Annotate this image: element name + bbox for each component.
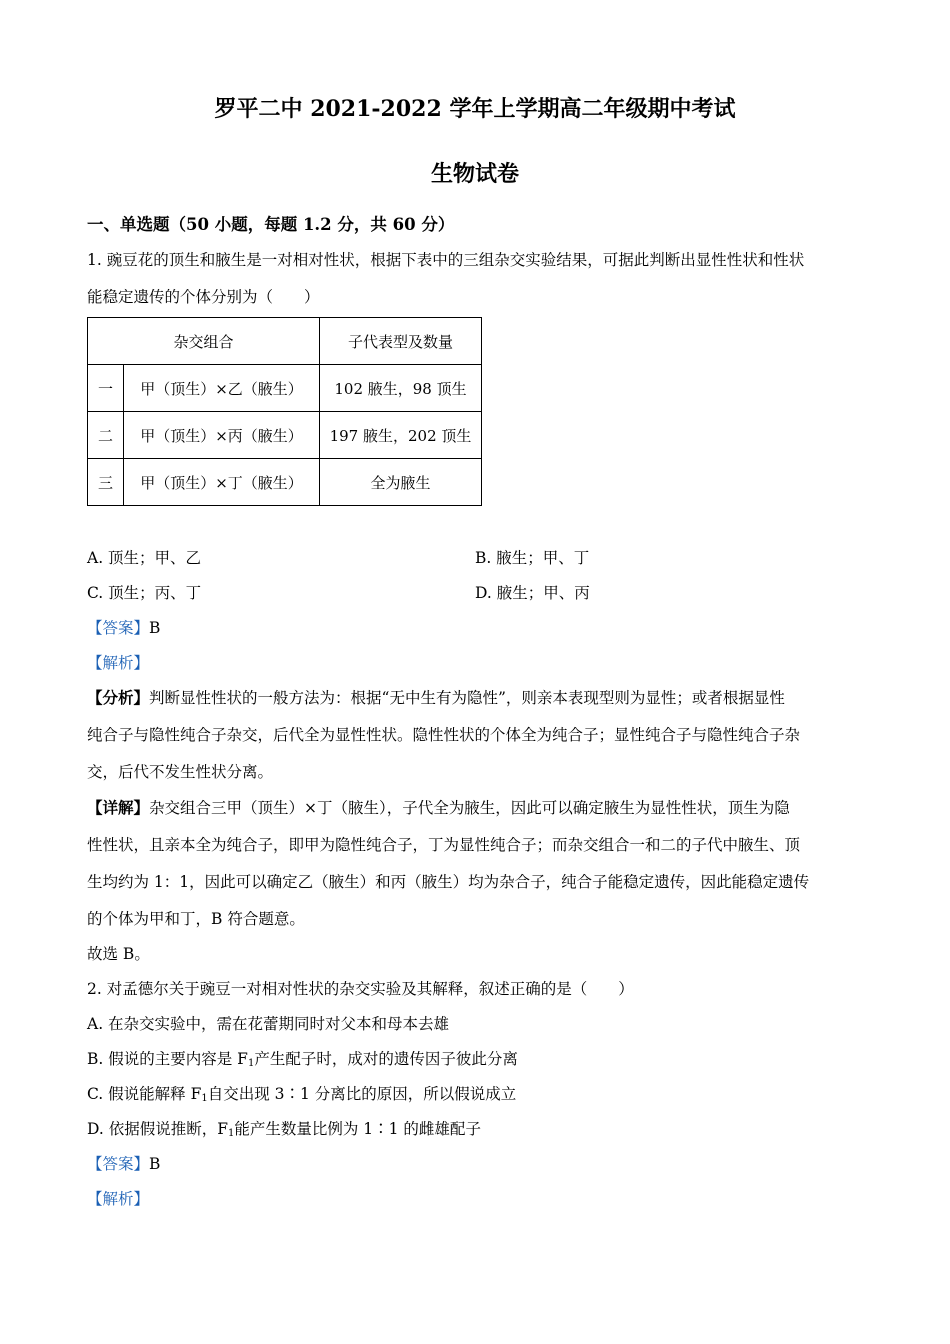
q1-option-b: B. 腋生；甲、丁 bbox=[475, 549, 590, 567]
q1-xiangjie-line3: 生均约为 1：1，因此可以确定乙（腋生）和丙（腋生）均为杂合子，纯合子能稳定遗传，因此能稳定遗传 bbox=[87, 873, 810, 891]
table-cell-no: 三 bbox=[88, 459, 124, 506]
q2-option-d-sub: 1 bbox=[227, 1128, 235, 1139]
q1-fenxi-line2: 纯合子与隐性纯合子杂交，后代全为显性性状。隐性性状的个体全为纯合子；显性纯合子与隐性纯合子杂 bbox=[87, 726, 801, 744]
q2-option-d-post: 能产生数量比例为 1∶1 的雌雄配子 bbox=[234, 1120, 481, 1138]
q2-option-c bbox=[87, 1082, 516, 1104]
table-cell-no: 一 bbox=[88, 365, 124, 412]
table-cell-result: 197 腋生，202 顶生 bbox=[320, 412, 482, 459]
q2-analysis-label: 【解析】 bbox=[87, 1190, 150, 1208]
table-cell-cross: 甲（顶生）×乙（腋生） bbox=[124, 365, 320, 412]
cross-experiment-table bbox=[87, 317, 482, 506]
q1-option-d: D. 腋生；甲、丙 bbox=[475, 584, 590, 602]
answer-label: 【答案】 bbox=[87, 619, 150, 637]
table-header-row bbox=[88, 318, 482, 365]
answer-value: B bbox=[149, 1155, 161, 1173]
q1-fenxi-line3: 交，后代不发生性状分离。 bbox=[87, 763, 274, 781]
table-header-result: 子代表型及数量 bbox=[320, 318, 482, 365]
q1-conclusion: 故选 B。 bbox=[87, 945, 150, 963]
q2-option-b-pre: B. 假说的主要内容是 F bbox=[87, 1050, 248, 1068]
table-cell-no: 二 bbox=[88, 412, 124, 459]
q2-option-d bbox=[87, 1117, 481, 1139]
q1-fenxi-line1 bbox=[87, 686, 785, 708]
q1-stem-line2: 能稳定遗传的个体分别为（ ） bbox=[87, 288, 320, 306]
table-header-cross: 杂交组合 bbox=[88, 318, 320, 365]
q2-option-a: A. 在杂交实验中，需在花蕾期同时对父本和母本去雄 bbox=[87, 1015, 450, 1033]
q1-analysis-label: 【解析】 bbox=[87, 654, 150, 672]
q2-option-b-sub: 1 bbox=[247, 1058, 255, 1069]
q1-option-a: A. 顶生；甲、乙 bbox=[87, 549, 202, 567]
q1-option-c: C. 顶生；丙、丁 bbox=[87, 584, 202, 602]
exam-subject: 生物试卷 bbox=[430, 161, 519, 187]
table-row bbox=[88, 459, 482, 506]
exam-title: 罗平二中 2021-2022 学年上学期高二年级期中考试 bbox=[214, 96, 736, 122]
q2-option-c-post: 自交出现 3∶1 分离比的原因，所以假说成立 bbox=[207, 1085, 517, 1103]
q2-option-b-post: 产生配子时，成对的遗传因子彼此分离 bbox=[254, 1050, 518, 1068]
q2-answer bbox=[87, 1152, 160, 1174]
q1-stem-line1: 1. 豌豆花的顶生和腋生是一对相对性状，根据下表中的三组杂交实验结果，可据此判断出显性性状和性状 bbox=[87, 251, 805, 269]
section-heading: 一、单选题（50 小题，每题 1.2 分，共 60 分） bbox=[87, 215, 455, 234]
table-cell-cross: 甲（顶生）×丁（腋生） bbox=[124, 459, 320, 506]
xiangjie-label: 【详解】 bbox=[87, 798, 150, 817]
table-cell-result: 全为腋生 bbox=[320, 459, 482, 506]
answer-label: 【答案】 bbox=[87, 1155, 150, 1173]
table-row bbox=[88, 365, 482, 412]
q1-xiangjie-line2: 性性状，且亲本全为纯合子，即甲为隐性纯合子，丁为显性纯合子；而杂交组合一和二的子代中腋生、顶 bbox=[87, 836, 801, 854]
q1-xiangjie-line4: 的个体为甲和丁，B 符合题意。 bbox=[87, 910, 305, 928]
q1-answer bbox=[87, 616, 160, 638]
q2-option-b bbox=[87, 1047, 518, 1069]
q2-stem: 2. 对孟德尔关于豌豆一对相对性状的杂交实验及其解释，叙述正确的是（ ） bbox=[87, 980, 634, 998]
fenxi-text-1: 判断显性性状的一般方法为：根据“无中生有为隐性”，则亲本表现型则为显性；或者根据显性 bbox=[149, 689, 785, 707]
xiangjie-text-1: 杂交组合三甲（顶生）×丁（腋生），子代全为腋生，因此可以确定腋生为显性性状，顶生为隐 bbox=[149, 799, 790, 817]
q2-option-d-pre: D. 依据假说推断，F bbox=[87, 1120, 228, 1138]
table-cell-result: 102 腋生，98 顶生 bbox=[320, 365, 482, 412]
table-row bbox=[88, 412, 482, 459]
table-cell-cross: 甲（顶生）×丙（腋生） bbox=[124, 412, 320, 459]
q1-xiangjie-line1 bbox=[87, 796, 790, 818]
q2-option-c-pre: C. 假说能解释 F bbox=[87, 1085, 202, 1103]
fenxi-label: 【分析】 bbox=[87, 688, 150, 707]
answer-value: B bbox=[149, 619, 161, 637]
q2-option-c-sub: 1 bbox=[201, 1093, 208, 1104]
